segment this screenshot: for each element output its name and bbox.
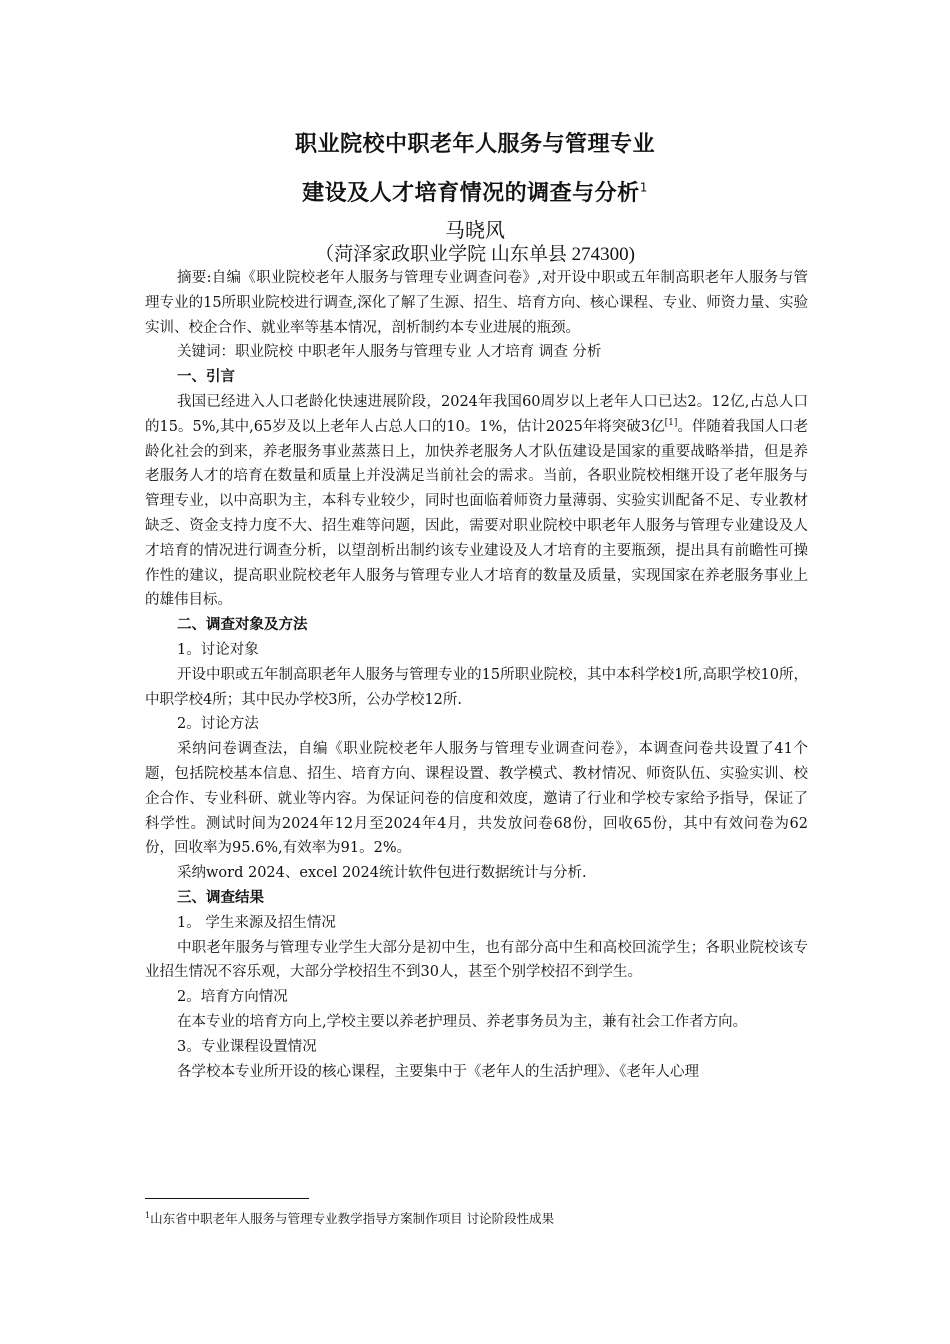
subsection-heading: 2。讨论方法 — [177, 716, 259, 733]
author-affiliation: （菏泽家政职业学院 山东单县 274300) — [315, 244, 635, 265]
footnote: $^1$山东省中职老年人服务与管理专业教学指导方案制作项目 讨论阶段性成果 — [145, 1210, 555, 1226]
paragraph: 中职老年服务与管理专业学生大部分是初中生，也有部分高中生和高校回流学生；各职业院校该专业招生情况不容乐观，大部分学校招生不到30人，甚至个别学校招不到学生。 — [145, 939, 808, 981]
paragraph: 采纳word 2024、excel 2024统计软件包进行数据统计与分析. — [177, 865, 587, 882]
section-heading: 三、调查结果 — [177, 889, 264, 906]
paragraph: 开设中职或五年制高职老年人服务与管理专业的15所职业院校，其中本科学校1所,高职学校10所，中职学校4所；其中民办学校3所，公办学校12所. — [145, 666, 808, 708]
citation-mark: [1] — [664, 417, 678, 428]
title-line-2: 建设及人才培育情况的调查与分析$^1$ — [302, 180, 648, 206]
subsection-heading: 2。培育方向情况 — [177, 989, 288, 1006]
subsection-heading: 1。讨论对象 — [177, 641, 259, 658]
author-name: 马晓风 — [445, 220, 505, 242]
section-heading: 二、调查对象及方法 — [177, 617, 308, 634]
footnote-divider — [145, 1198, 309, 1199]
abstract: 摘要:自编《职业院校老年人服务与管理专业调查问卷》,对开设中职或五年制高职老年人服务与管理专业的15所职业院校进行调查,深化了解了生源、招生、培育方向、核心课程、专业、师资力量、实验实训、校企合作、就业率等基本情况，剖析制约本专业进展的瓶颈。 — [145, 270, 808, 336]
article-body — [145, 266, 808, 1084]
keywords: 关键词：职业院校 中职老年人服务与管理专业 人才培育 调查 分析 — [177, 344, 602, 361]
title-line-1: 职业院校中职老年人服务与管理专业 — [294, 132, 655, 157]
paragraph: 采纳问卷调查法，自编《职业院校老年人服务与管理专业调查问卷》，本调查问卷共设置了41个题，包括院校基本信息、招生、培育方向、课程设置、教学模式、教材情况、师资队伍、实验实训、校企合作、专业科研、就业等内容。为保证问卷的信度和效度，邀请了行业和学校专家给予指导，保证了科学性。测试时间为2024年12月至2024年4月，共发放问卷68份，回收65份，其中有效问卷为62份，回收率为95.6%,有效率为91。2%。 — [145, 741, 808, 857]
paragraph: 在本专业的培育方向上,学校主要以养老护理员、养老事务员为主，兼有社会工作者方向。 — [177, 1013, 748, 1030]
paragraph: 我国已经进入人口老龄化快速进展阶段，2024年我国60周岁以上老年人口已达2。12亿,占总人口的15。5%,其中,65岁及以上老年人占总人口的10。1%，估计2025年将突破3亿[1]。伴随着我国人口老龄化社会的到来，养老服务事业蒸蒸日上，加快养老服务人才队伍建设是国家的重要战略举措，但是养老服务人才的培育在数量和质量上并没满足当前社会的需求。当前，各职业院校相继开设了老年服务与管理专业，以中高职为主，本科专业较少，同时也面临着师资力量薄弱、实验实训配备不足、专业教材缺乏、资金支持力度不大、招生难等问题，因此，需要对职业院校中职老年人服务与管理专业建设及人才培育的情况进行调查分析，以望剖析出制约该专业建设及人才培育的主要瓶颈，提出具有前瞻性可操作性的建议，提高职业院校老年人服务与管理专业人才培育的数量及质量，实现国家在养老服务事业上的雄伟目标。 — [145, 393, 809, 609]
subsection-heading: 1。 学生来源及招生情况 — [177, 914, 336, 931]
title-footnote-mark: 1 — [639, 180, 648, 195]
subsection-heading: 3。专业课程设置情况 — [177, 1038, 317, 1055]
section-heading: 一、引言 — [177, 369, 235, 386]
paragraph: 各学校本专业所开设的核心课程，主要集中于《老年人的生活护理》、《老年人心理 — [177, 1063, 699, 1080]
footnote-mark: 1 — [145, 1210, 151, 1220]
